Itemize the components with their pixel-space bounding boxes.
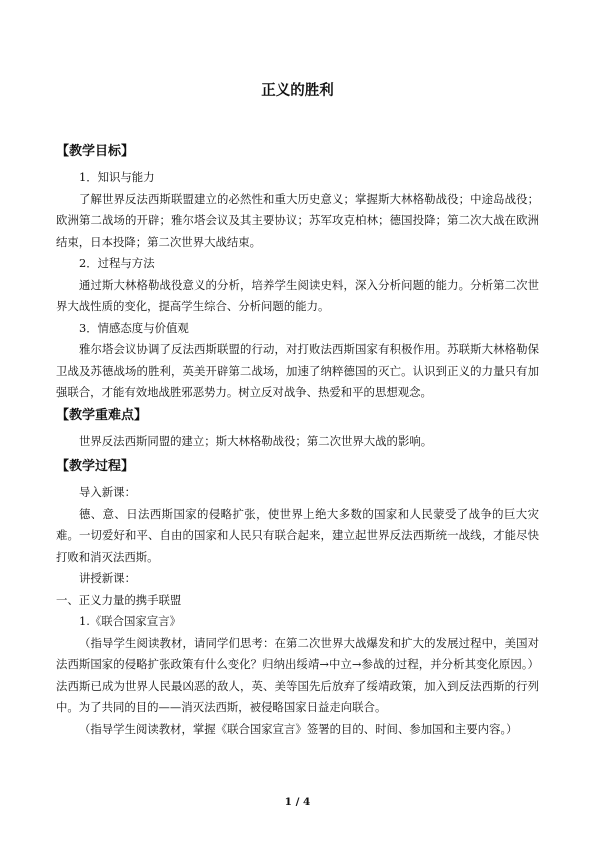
page-number: 1 / 4 (284, 796, 311, 808)
intro-label: 导入新课： (79, 485, 136, 499)
goals-item2-label: 2．过程与方法 (79, 256, 155, 270)
page-title: 正义的胜利 (261, 82, 334, 99)
teach-label: 讲授新课： (79, 571, 136, 585)
goals-item3-label: 3．情感态度与价值观 (79, 320, 189, 335)
part1-sub1: 1.《联合国家宣言》 (79, 614, 181, 628)
section-heading-key-points: 【教学重难点】 (56, 407, 148, 423)
document-body (56, 140, 539, 740)
goals-item2-text: 通过斯大林格勒战役意义的分析，培养学生阅读史料，深入分析问题的能力。分析第二次世界大战性质的变化，提高学生综合、分析问题的能力。 (56, 277, 539, 313)
goals-item1-label: 1．知识与能力 (79, 170, 155, 184)
part1-title: 一、正义力量的携手联盟 (56, 592, 182, 607)
key-points-text: 世界反法西斯同盟的建立；斯大林格勒战役；第二次世界大战的影响。 (79, 433, 433, 448)
goals-item1-text: 了解世界反法西斯联盟建立的必然性和重大历史意义；掌握斯大林格勒战役；中途岛战役；欧洲第二战场的开辟；雅尔塔会议及其主要协议；苏军攻克柏林；德国投降；第二次大战在欧洲结束，日本投降；第二次世界大战结束。 (56, 191, 539, 249)
section-heading-goals: 【教学目标】 (56, 144, 135, 159)
goals-item3-text: 雅尔塔会议协调了反法西斯联盟的行动，对打败法西斯国家有积极作用。苏联斯大林格勒保卫战及苏德战场的胜利，英美开辟第二战场，加速了纳粹德国的灭亡。认识到正义的力量只有加强联合，才能有效地战胜邪恶势力。树立反对战争、热爱和平的思想观念。 (56, 342, 539, 399)
part1-para1: （指导学生阅读教材，请同学们思考：在第二次世界大战爆发和扩大的发展过程中，美国对法西斯国家的侵略扩张政策有什么变化？归纳出绥靖→中立→参战的过程，并分析其变化原因。）法西斯已成为世界人民最凶恶的敌人，英、美等国先后放弃了绥靖政策，加入到反法西斯的行列中。为了共同的目的——消灭法西斯，被侵略国家日益走向联合。 (56, 635, 539, 714)
part1-para2: （指导学生阅读教材，掌握《联合国家宣言》签署的目的、时间、参加国和主要内容。） (79, 721, 518, 736)
section-heading-process: 【教学过程】 (56, 459, 135, 474)
intro-text: 德、意、日法西斯国家的侵略扩张，使世界上绝大多数的国家和人民蒙受了战争的巨大灾难。一切爱好和平、自由的国家和人民只有联合起来，建立起世界反法西斯统一战线，才能尽快打败和消灭法西斯。 (56, 506, 539, 564)
